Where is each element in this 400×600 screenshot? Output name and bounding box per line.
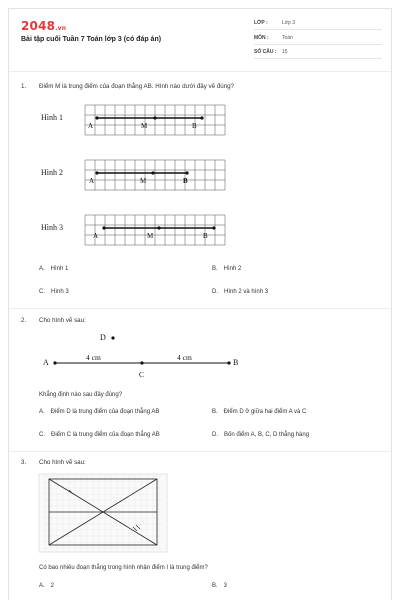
fig3-point-A: A xyxy=(93,232,99,240)
q2-option-a[interactable]: A. Điểm D là trung điểm của đoạn thẳng AB xyxy=(39,409,160,415)
q2-point-B-label: B xyxy=(233,358,239,367)
figure-3-label: Hình 3 xyxy=(41,223,63,232)
q1-option-d[interactable]: D. Hình 2 và hình 3 xyxy=(212,289,269,295)
worksheet-page xyxy=(8,8,392,600)
q2-length-CB: 4 cm xyxy=(177,353,192,362)
question-2-text: Cho hình vẽ sau: xyxy=(39,317,86,324)
q2-option-c[interactable]: C. Điểm C là trung điểm của đoạn thẳng AB xyxy=(39,432,160,438)
fig2-point-M: M xyxy=(140,177,147,185)
figure-1-label: Hình 1 xyxy=(41,113,63,122)
q2-point-D-label: D xyxy=(100,333,106,342)
fig1-point-A: A xyxy=(88,122,94,130)
q2-option-d[interactable]: D. Bốn điểm A, B, C, D thẳng hàng xyxy=(212,432,310,438)
meta-class: LỚP : Lớp 3 xyxy=(254,20,296,26)
q3-figure xyxy=(9,9,392,600)
question-2-prompt: Khẳng định nào sau đây đúng? xyxy=(39,392,123,398)
q2-option-b[interactable]: B. Điểm D ở giữa hai điểm A và C xyxy=(212,409,307,415)
meta-subject: MÔN : Toán xyxy=(254,35,293,41)
question-2-number: 2. xyxy=(21,317,27,324)
meta-question-count: SỐ CÂU : 15 xyxy=(254,49,288,55)
question-1-text: Điểm M là trung điểm của đoạn thẳng AB. Hình nào dưới đây vẽ đúng? xyxy=(39,83,234,90)
q1-option-c[interactable]: C. Hình 3 xyxy=(39,289,69,295)
fig3-point-M: M xyxy=(147,232,154,240)
question-3-prompt: Có bao nhiêu đoạn thẳng trong hình nhận điểm I là trung điểm? xyxy=(39,565,208,571)
fig3-point-B: B xyxy=(203,232,208,240)
fig2-point-A: A xyxy=(89,177,95,185)
q1-option-a[interactable]: A. Hình 1 xyxy=(39,266,69,272)
fig1-point-B: B xyxy=(192,122,197,130)
q2-point-A-label: A xyxy=(43,358,49,367)
q2-length-AC: 4 cm xyxy=(86,353,101,362)
fig1-point-M: M xyxy=(141,122,148,130)
figure-2-label: Hình 2 xyxy=(41,168,63,177)
fig2-point-B: B xyxy=(183,177,188,185)
q3-option-b[interactable]: B. 3 xyxy=(212,583,228,589)
q3-option-a[interactable]: A. 2 xyxy=(39,583,55,589)
q1-option-b[interactable]: B. Hình 2 xyxy=(212,266,242,272)
question-3-number: 3. xyxy=(21,459,27,466)
q2-point-C-label: C xyxy=(139,370,145,379)
worksheet-title: Bài tập cuối Tuần 7 Toán lớp 3 (có đáp án) xyxy=(21,36,162,43)
question-3-text: Cho hình vẽ sau: xyxy=(39,459,86,466)
question-1-number: 1. xyxy=(21,83,27,90)
site-logo[interactable]: 2048.vn xyxy=(21,19,67,33)
